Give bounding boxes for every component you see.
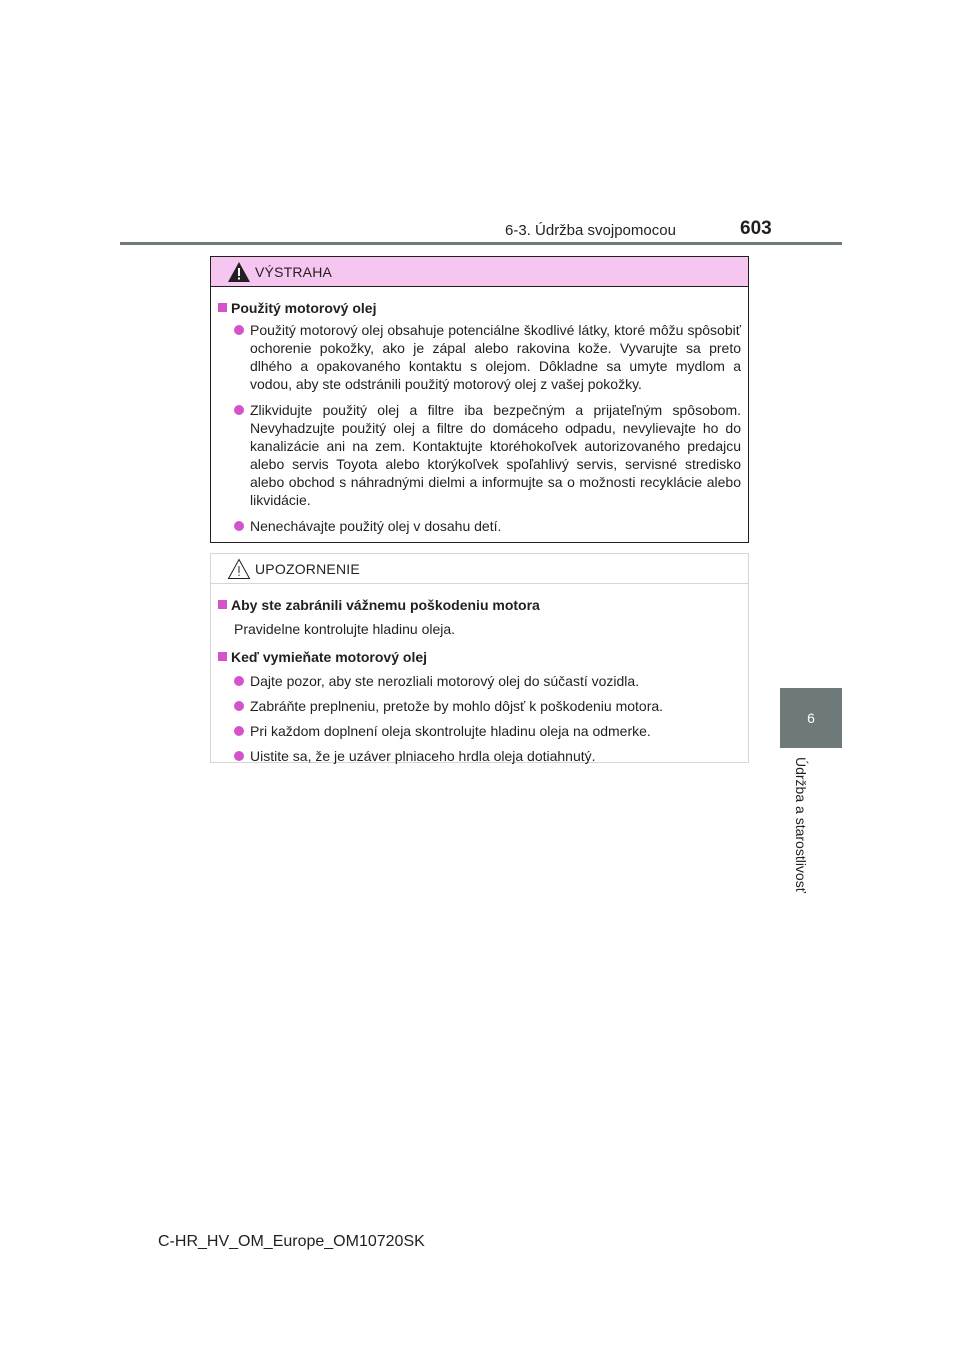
document-code: C-HR_HV_OM_Europe_OM10720SK: [158, 1233, 425, 1250]
list-item-text: Zabráňte preplneniu, pretože by mohlo dôjsť k poškodeniu motora.: [250, 698, 664, 714]
warning-section-label: Použitý motorový olej: [231, 300, 377, 316]
list-item: [234, 517, 741, 535]
list-item-text: Pri každom doplnení oleja skontrolujte hladinu oleja na odmerke.: [250, 723, 651, 739]
list-item: [234, 747, 741, 765]
list-item-text: Dajte pozor, aby ste nerozliali motorový olej do súčastí vozidla.: [250, 673, 640, 689]
header-divider: [120, 242, 842, 245]
section-heading: 6-3. Údržba svojpomocou: [505, 222, 676, 239]
list-item: [234, 321, 741, 393]
square-bullet-icon: [218, 652, 227, 661]
list-item-text: Nenechávajte použitý olej v dosahu detí.: [250, 518, 502, 534]
notice-section-label: Keď vymieňate motorový olej: [231, 649, 428, 665]
warning-body: [211, 287, 748, 535]
notice-header: [211, 554, 748, 584]
chapter-number: 6: [807, 710, 815, 726]
notice-title: UPOZORNENIE: [255, 561, 360, 577]
list-item: [234, 697, 741, 715]
list-item-text: Uistite sa, že je uzáver plniaceho hrdla oleja dotiahnutý.: [250, 748, 596, 764]
warning-section-title: [218, 299, 741, 317]
square-bullet-icon: [218, 303, 227, 312]
page-number: 603: [740, 218, 772, 239]
bullet-dot-icon: [234, 701, 244, 711]
bullet-dot-icon: [234, 726, 244, 736]
bullet-dot-icon: [234, 405, 244, 415]
chapter-label: Údržba a starostlivosť: [793, 757, 809, 893]
notice-section-label: Aby ste zabránili vážnemu poškodeniu motora: [231, 597, 540, 613]
notice-section-title: [218, 648, 741, 666]
bullet-dot-icon: [234, 325, 244, 335]
notice-box: [210, 553, 749, 763]
square-bullet-icon: [218, 600, 227, 609]
chapter-tab[interactable]: [780, 688, 842, 748]
list-item-text: Zlikvidujte použitý olej a filtre iba bezpečným a prijateľným spôsobom. Nevyhadzujte použitý olej a filtre do domáceho odpadu, nevylievajte ho do kanalizácie ani na zem. Kontaktujte ktoréhokoľvek autorizovaného predajcu alebo servis Toyota alebo ktorýkoľvek spoľahlivý servis, servisné stredisko alebo obchod s náhradnými dielmi a informujte sa o možnosti recyklácie alebo likvidácie.: [250, 402, 741, 508]
notice-section-title: [218, 596, 741, 614]
warning-triangle-icon: [227, 261, 251, 283]
list-item: [234, 672, 741, 690]
list-item-text: Použitý motorový olej obsahuje potenciálne škodlivé látky, ktoré môžu spôsobiť ochorenie pokožky, ako je zápal alebo rakovina kože. Vyvarujte sa preto dlhého a opakovaného kontaktu s olejom. Dôkladne sa umyte mydlom a vodou, aby ste odstránili použitý motorový olej z vašej pokožky.: [250, 322, 741, 392]
list-item: [234, 401, 741, 509]
warning-header: [211, 257, 748, 287]
bullet-dot-icon: [234, 751, 244, 761]
list-item: [234, 722, 741, 740]
caution-triangle-icon: [227, 558, 251, 580]
warning-box: [210, 256, 749, 543]
warning-title: VÝSTRAHA: [255, 264, 333, 280]
bullet-dot-icon: [234, 676, 244, 686]
bullet-dot-icon: [234, 521, 244, 531]
notice-body: [211, 584, 748, 765]
notice-section-text: Pravidelne kontrolujte hladinu oleja.: [234, 621, 456, 637]
